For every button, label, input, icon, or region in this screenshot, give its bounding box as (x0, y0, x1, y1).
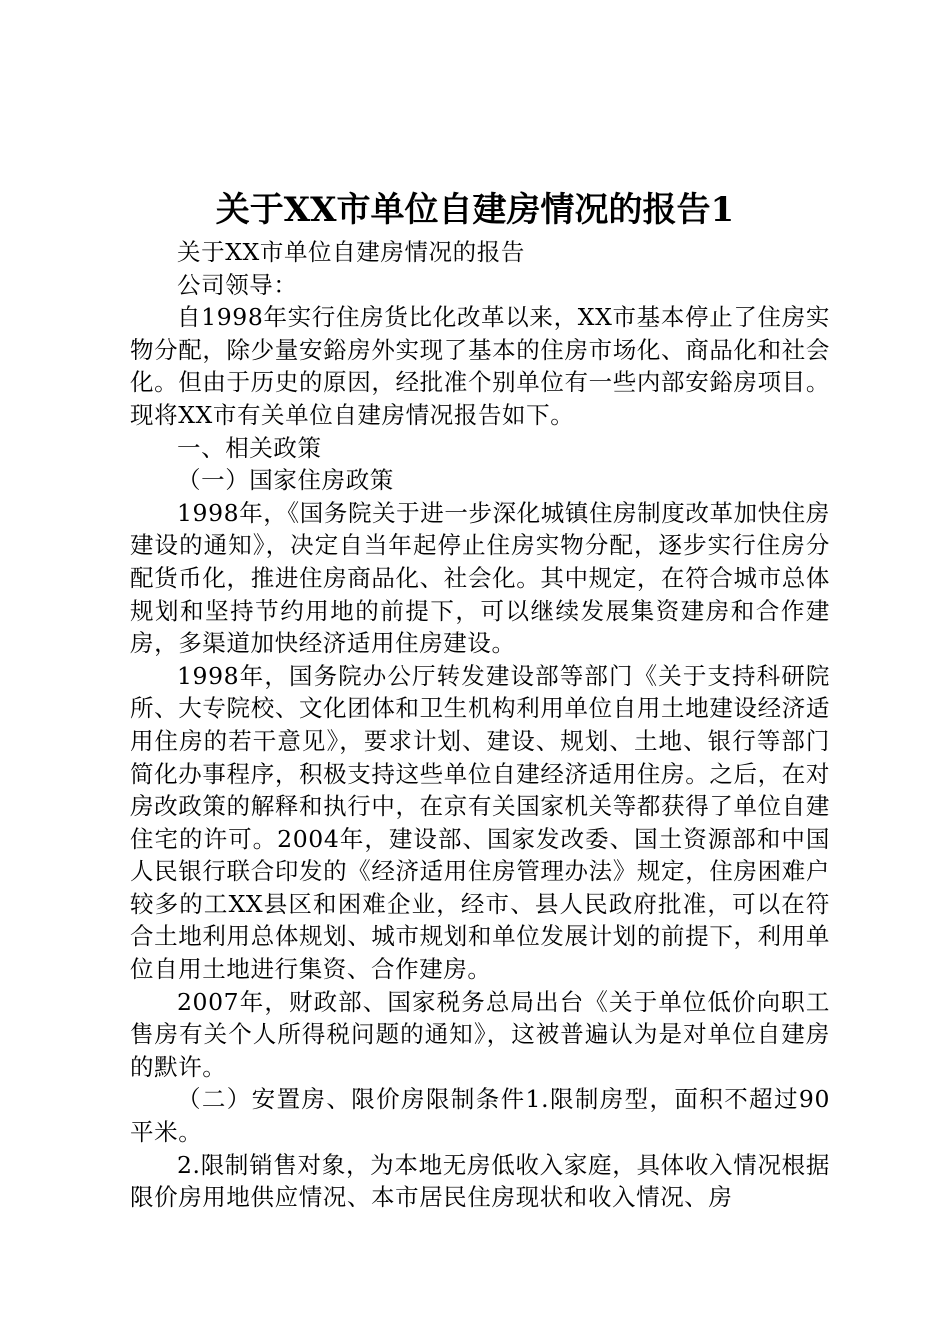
paragraph-1998-opinion: 1998年，国务院办公厅转发建设部等部门《关于支持科研院所、大专院校、文化团体和卫生机构利用单位自用土地建设经济适用住房的若干意见》，要求计划、建设、规划、土地、银行等部门简化办事程序，积极支持这些单位自建经济适用住房。之后，在对房改政策的解释和执行中，在京有关国家机关等都获得了单位自建住宅的许可。2004年，建设部、国家发改委、国土资源部和中国人民银行联合印发的《经济适用住房管理办法》规定，住房困难户较多的工XX县区和困难企业，经市、县人民政府批准，可以在符合土地利用总体规划、城市规划和单位发展计划的前提下，利用单位自用土地进行集资、合作建房。 (130, 661, 830, 984)
paragraph-1998-notice: 1998年，《国务院关于进一步深化城镇住房制度改革加快住房建设的通知》，决定自当年起停止住房实物分配，逐步实行住房分配货币化，推进住房商品化、社会化。其中规定，在符合城市总体规划和坚持节约用地的前提下，可以继续发展集资建房和合作建房，多渠道加快经济适用住房建设。 (130, 498, 830, 658)
paragraph-2007-tax: 2007年，财政部、国家税务总局出台《关于单位低价向职工售房有关个人所得税问题的通知》，这被普遍认为是对单位自建房的默许。 (130, 987, 830, 1081)
document-title: 关于XX市单位自建房情况的报告1 (215, 190, 735, 230)
subsection-heading-restrictions: （二）安置房、限价房限制条件1.限制房型，面积不超过90平米。 (130, 1085, 830, 1147)
paragraph-report-heading: 关于XX市单位自建房情况的报告 (177, 238, 525, 266)
subsection-heading-national-policy: （一）国家住房政策 (177, 466, 394, 495)
section-heading-policy: 一、相关政策 (177, 433, 322, 462)
paragraph-sales-restriction: 2.限制销售对象，为本地无房低收入家庭，具体收入情况根据限价房用地供应情况、本市居民住房现状和收入情况、房 (130, 1150, 830, 1212)
paragraph-salutation: 公司领导： (177, 270, 298, 299)
document-body (130, 236, 830, 1214)
paragraph-intro: 自1998年实行住房货比化改革以来，XX市基本停止了住房实物分配，除少量安鋊房外实现了基本的住房市场化、商品化和社会化。但由于历史的原因，经批准个别单位有一些内部安鋊房项目。现将XX市有关单位自建房情况报告如下。 (130, 303, 830, 429)
